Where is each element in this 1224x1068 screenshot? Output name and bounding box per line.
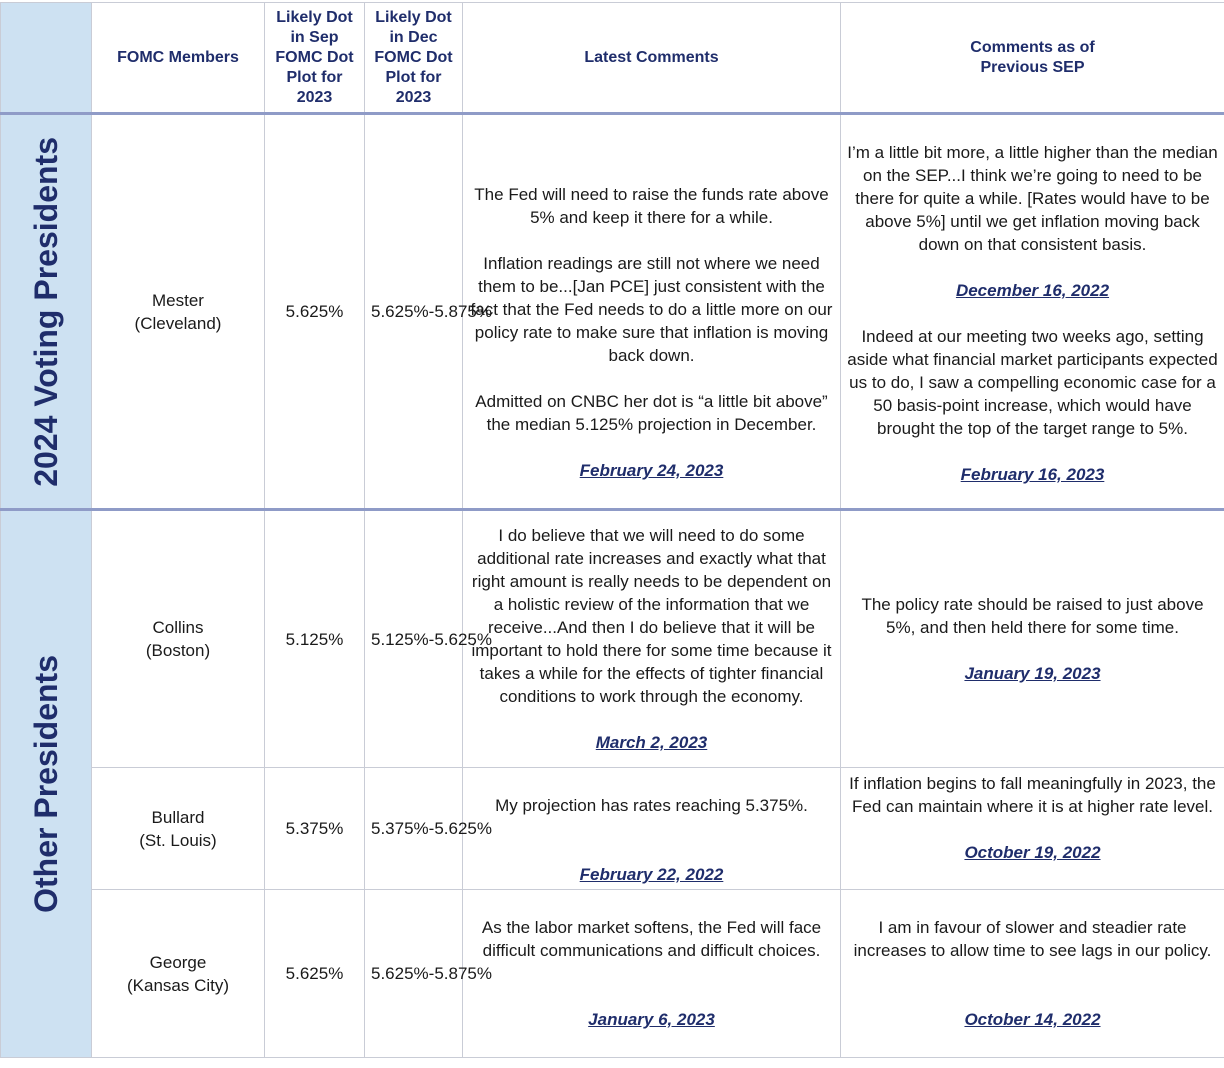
header-previous: Comments as of Previous SEP — [841, 3, 1224, 114]
comment-date-link[interactable]: March 2, 2023 — [595, 733, 708, 752]
previous-comment-cell — [841, 510, 1224, 768]
sep-dot-cell: 5.625% — [265, 890, 365, 1058]
dec-dot-cell: 5.125%-5.625% — [365, 510, 463, 768]
previous-comment-cell — [841, 768, 1224, 890]
comment-date-link[interactable]: February 24, 2023 — [579, 461, 724, 480]
previous-comment-cell — [841, 890, 1224, 1058]
group-label-text: Other Presidents — [28, 655, 64, 913]
comment-text: I’m a little bit more, a little higher than the median on the SEP...I think we’re going to need to be there for quite a while. [Rates would have to be above 5%] until we get inflation moving back down on that consistent basis. — [847, 143, 1218, 254]
member-district: (Cleveland) — [134, 313, 222, 333]
header-members: FOMC Members — [92, 3, 265, 114]
comment-date-link[interactable]: January 19, 2023 — [964, 664, 1101, 683]
header-blank — [1, 3, 92, 114]
group-label-text: 2024 Voting Presidents — [28, 136, 64, 487]
comment-text: The Fed will need to raise the funds rate above 5% and keep it there for a while. — [474, 185, 829, 227]
member-name: George — [149, 952, 207, 972]
comment-text: The policy rate should be raised to just above 5%, and then held there for some time. — [861, 595, 1204, 637]
dec-dot-cell: 5.625%-5.875% — [365, 114, 463, 510]
latest-comment-cell — [463, 114, 841, 510]
table-row — [1, 890, 1224, 1058]
comment-text: I do believe that we will need to do some additional rate increases and exactly what that right amount is really needs to be dependent on a holistic review of the information that we receive...And then I do believe that it will be important to hold there for some time because it takes a while for the effects of tighter financial conditions to work through the economy. — [471, 526, 832, 706]
table-row — [1, 114, 1224, 510]
member-district: (Boston) — [145, 641, 211, 660]
comment-date-link[interactable]: October 19, 2022 — [964, 843, 1101, 862]
comment-text: I am in favour of slower and steadier rate increases to allow time to see lags in our policy. — [853, 918, 1212, 960]
member-cell — [92, 768, 265, 890]
dec-dot-cell: 5.625%-5.875% — [365, 890, 463, 1058]
sep-dot-cell: 5.625% — [265, 114, 365, 510]
fomc-table — [0, 2, 1224, 1058]
sep-dot-cell: 5.375% — [265, 768, 365, 890]
group-label-voting — [1, 114, 92, 510]
comment-date-link[interactable]: February 22, 2022 — [579, 865, 724, 884]
member-cell — [92, 890, 265, 1058]
comment-date-link[interactable]: December 16, 2022 — [955, 281, 1110, 300]
latest-comment-cell — [463, 510, 841, 768]
dec-dot-cell: 5.375%-5.625% — [365, 768, 463, 890]
member-name: Collins — [152, 618, 204, 637]
member-name: Mester — [152, 290, 204, 310]
header-latest: Latest Comments — [463, 3, 841, 114]
previous-comment-cell — [841, 114, 1224, 510]
latest-comment-cell — [463, 768, 841, 890]
comment-date-link[interactable]: February 16, 2023 — [960, 465, 1105, 484]
comment-text: Inflation readings are still not where we need them to be...[Jan PCE] just consistent with the fact that the Fed needs to do a little more on our policy rate to make sure that inflation is moving back down. — [470, 254, 833, 365]
header-row — [1, 3, 1224, 114]
comment-date-link[interactable]: October 14, 2022 — [964, 1010, 1101, 1029]
comment-text: If inflation begins to fall meaningfully in 2023, the Fed can maintain where it is at higher rate level. — [849, 774, 1216, 816]
comment-text: Admitted on CNBC her dot is “a little bit above” the median 5.125% projection in December. — [475, 392, 828, 434]
comment-text: My projection has rates reaching 5.375%. — [495, 796, 808, 815]
sep-dot-cell: 5.125% — [265, 510, 365, 768]
header-sep-dot: Likely Dot in Sep FOMC Dot Plot for 2023 — [265, 3, 365, 114]
table-row — [1, 768, 1224, 890]
comment-text: Indeed at our meeting two weeks ago, setting aside what financial market participants expected us to do, I saw a compelling economic case for a 50 basis-point increase, which would have brought the top of the target range to 5%. — [847, 327, 1218, 438]
table-row — [1, 510, 1224, 768]
comment-date-link[interactable]: January 6, 2023 — [588, 1010, 715, 1029]
member-cell — [92, 114, 265, 510]
member-district: (Kansas City) — [126, 975, 230, 995]
member-name: Bullard — [151, 807, 205, 827]
header-dec-dot: Likely Dot in Dec FOMC Dot Plot for 2023 — [365, 3, 463, 114]
member-cell — [92, 510, 265, 768]
latest-comment-cell — [463, 890, 841, 1058]
member-district: (St. Louis) — [139, 830, 217, 850]
group-label-other — [1, 510, 92, 1058]
comment-text: As the labor market softens, the Fed will face difficult communications and difficult choices. — [481, 918, 822, 960]
